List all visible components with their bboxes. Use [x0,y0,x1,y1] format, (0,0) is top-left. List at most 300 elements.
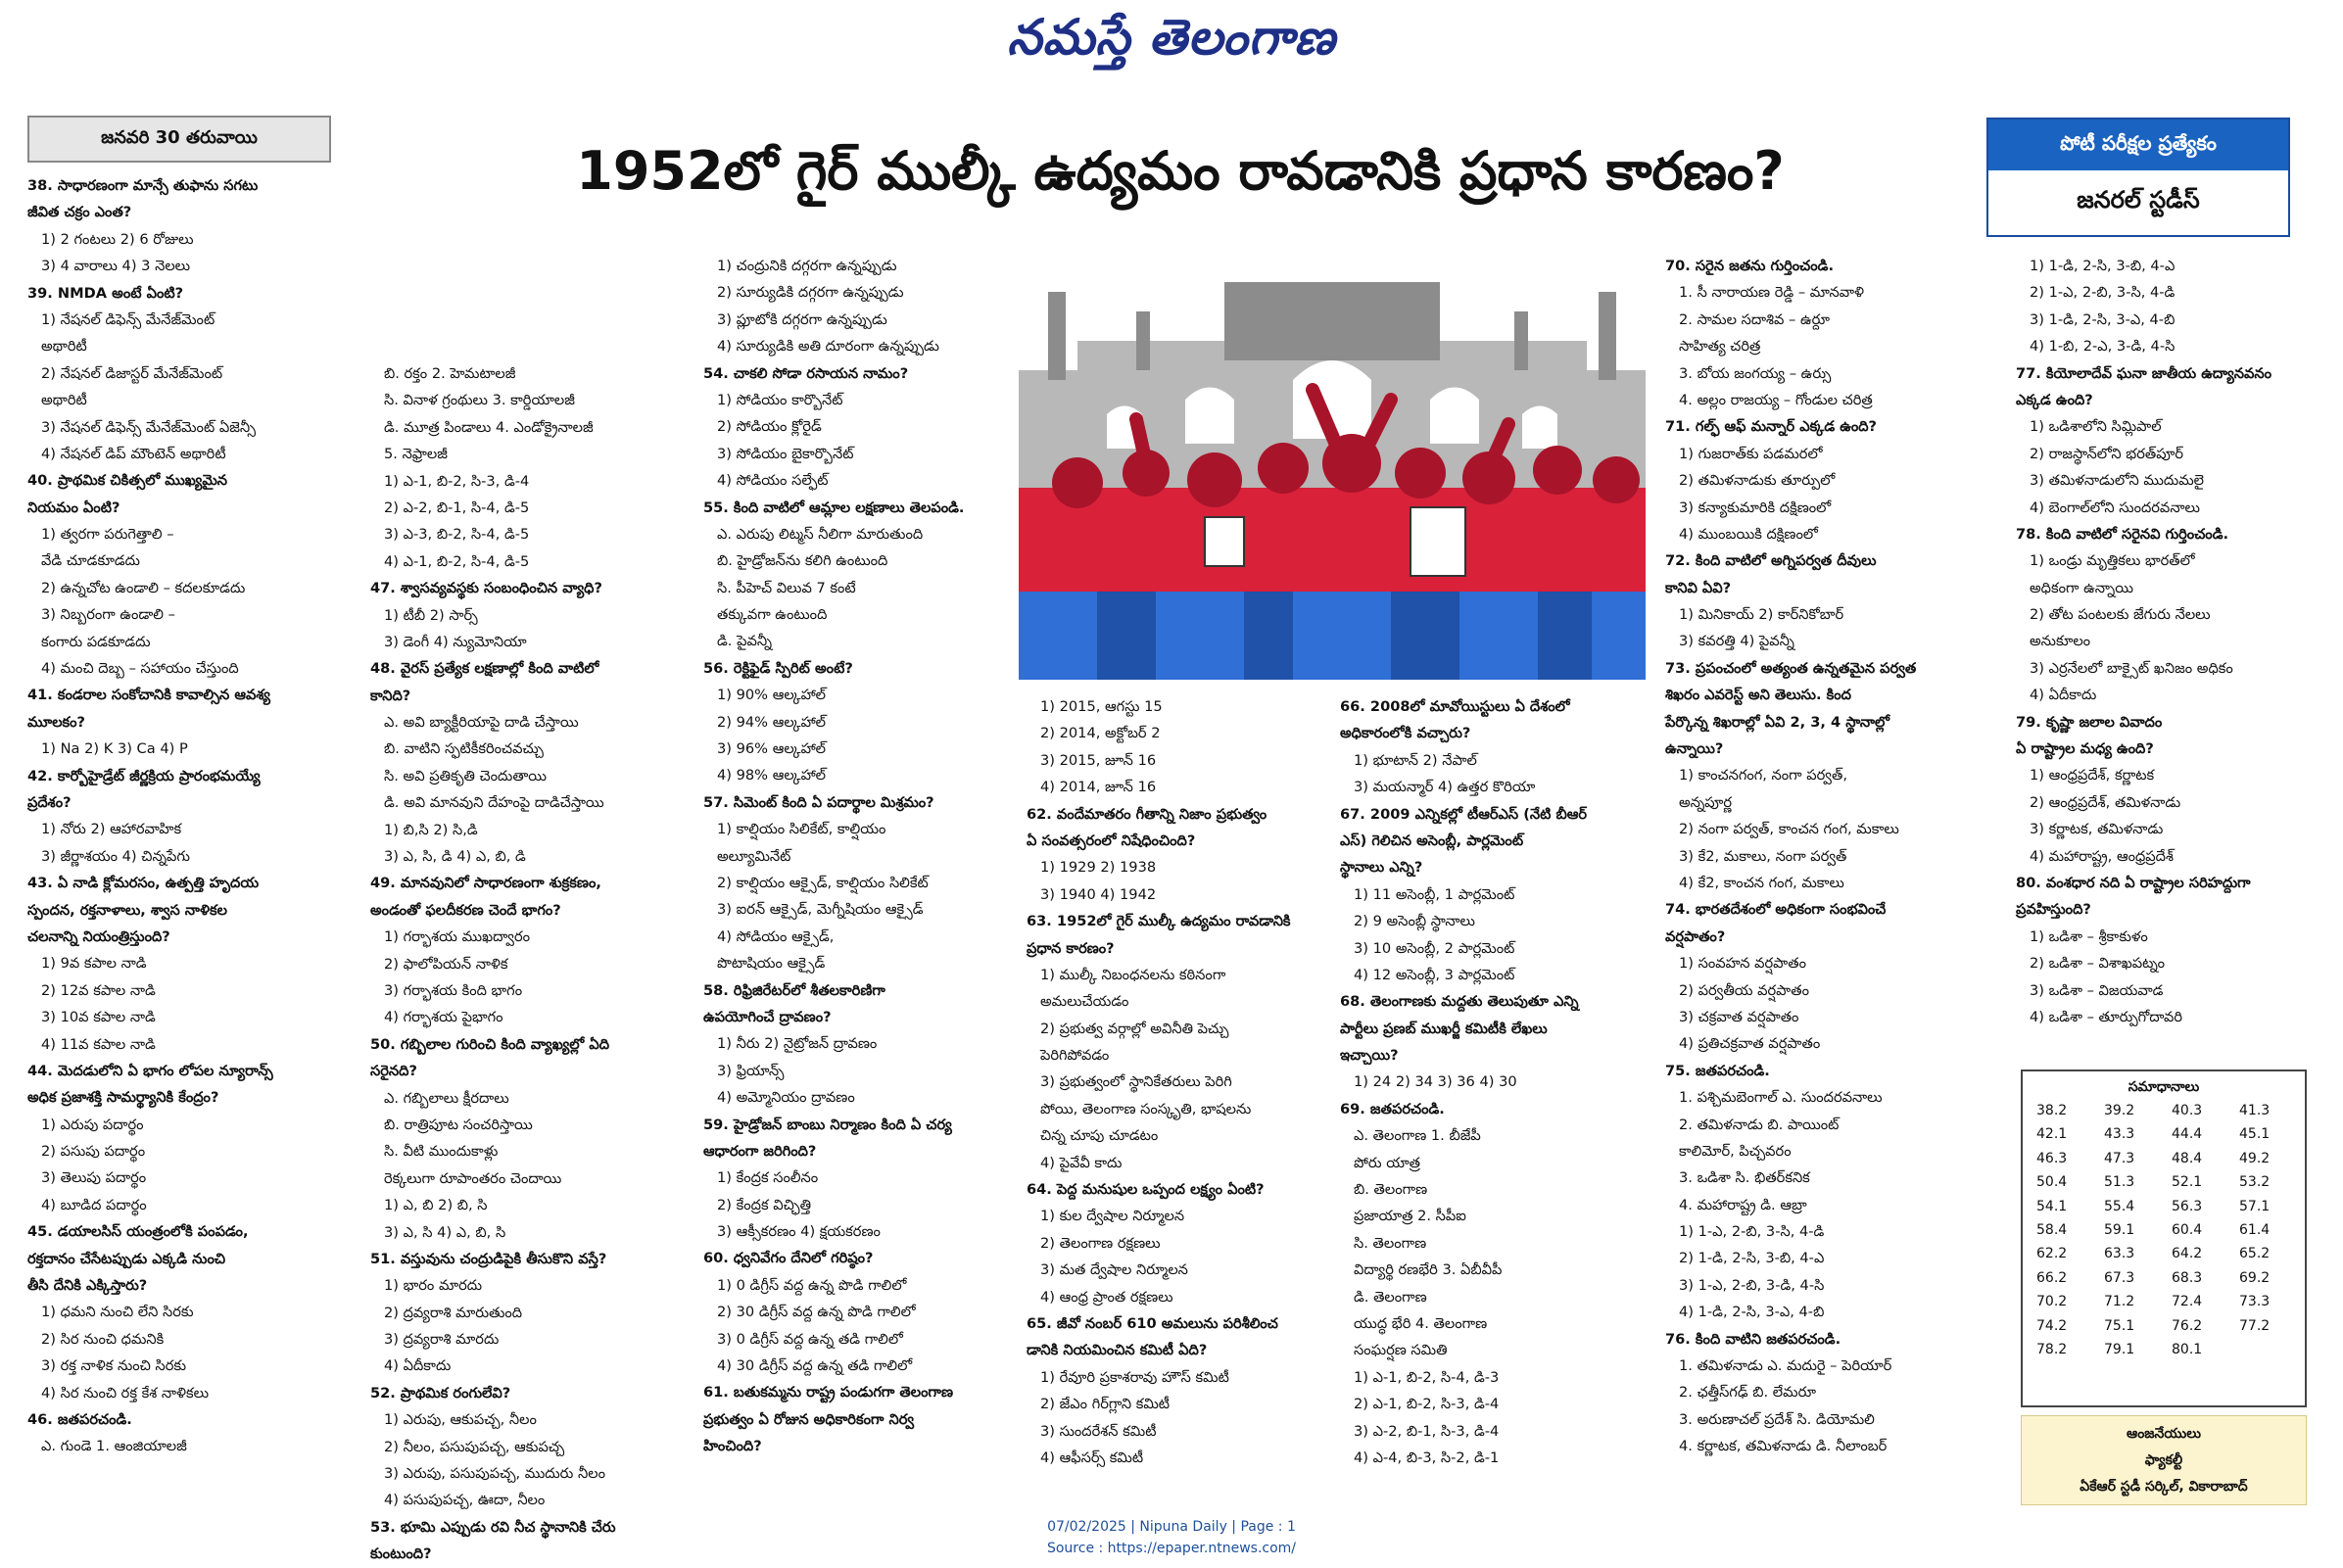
answer-cell: 53.2 [2239,1174,2271,1191]
option-line: 4) 12 అసెంబ్లీ, 3 పార్లమెంట్ [1354,966,1515,983]
option-line: 1) సోడియం కార్బొనేట్ [717,391,843,408]
option-line: 4) బెంగాల్‌లోని సుందరవనాలు [2030,499,2200,516]
question-line: 75. జతపరచండి. [1665,1062,1770,1079]
option-line: 2) 9 అసెంబ్లీ స్థానాలు [1354,913,1475,930]
option-line: 1) 1-డి, 2-సి, 3-బి, 4-ఎ [2030,258,2176,274]
option-line: 2) ఆంధ్రప్రదేశ్, తమిళనాడు [2030,793,2181,811]
option-line: 1) ముల్కీ నిబంధనలను కఠినంగా [1040,966,1226,983]
answer-cell: 50.4 [2036,1174,2068,1191]
question-line: 67. 2009 ఎన్నికల్లో టీఆర్ఎస్ (నేటి బీఆర్ [1340,805,1588,823]
question-line: 80. వంశధార నది ఏ రాష్ట్రాల సరిహద్దుగా [2016,874,2251,891]
option-line: 1. సీ నారాయణ రెడ్డి – మానవాళి [1679,284,1864,302]
option-line: 2) 1-డి, 2-సి, 3-బి, 4-ఎ [1679,1250,1825,1267]
option-line: సి. పీహెచ్ విలువ 7 కంటే [717,579,856,596]
option-line: 2) 2014, అక్టోబర్ 2 [1040,725,1161,742]
option-line: 4. అల్లం రాజయ్య – గోండుల చరిత్ర [1679,391,1873,408]
option-line: 2) ఒడిశా – విశాఖపట్నం [2030,955,2166,973]
option-line: 1) గుజరాత్‌కు పడమరలో [1679,445,1823,462]
option-line: 4) ఏదీకాదు [2030,687,2097,704]
question-line: వర్షపాతం? [1665,927,1726,945]
option-line: 2) ఫాలోపియన్ నాళిక [384,955,508,973]
option-line: బి. హైడ్రోజన్‌ను కలిగి ఉంటుంది [717,552,888,570]
option-line: 3) ఎర్రనేలలో బాక్సైట్ ఖనిజం అధికం [2030,659,2233,677]
option-line: 4) ప్రతిచక్రవాత వర్షపాతం [1679,1035,1821,1053]
masthead-title: నమస్తే తెలంగాణ [1007,8,1336,66]
column-3 [703,253,1017,1489]
option-line: ఎ. తెలంగాణ 1. బీజేపీ [1354,1127,1481,1145]
option-line: అమలుచేయడం [1040,993,1129,1011]
question-line: అండంతో ఫలదీకరణ చెందే భాగం? [370,901,561,919]
option-line: పొటాషియం ఆక్సైడ్ [717,955,826,973]
option-line: సి. తెలంగాణ [1354,1234,1427,1252]
question-line: స్థానాలు ఎన్ని? [1340,859,1423,877]
answer-cell: 65.2 [2239,1246,2271,1262]
page-headline: 1952లో గైర్ ముల్కీ ఉద్యమం రావడానికి ప్రధాన కారణం? [576,139,1785,202]
question-line: చలనాన్ని నియంత్రిస్తుంది? [27,927,170,945]
option-line: 1) నోరు 2) ఆహారవాహిక [41,821,182,838]
question-line: ఎక్కడ ఉంది? [2016,391,2093,408]
option-line: 4) సూర్యుడికి అతి దూరంగా ఉన్నప్పుడు [717,338,939,356]
option-line: 1) భూటాన్ 2) నేపాల్ [1354,751,1477,769]
option-line: సంఘర్షణ సమితి [1354,1342,1448,1359]
option-line: బి. వాటిని స్ఫటికీకరించవచ్చు [384,740,544,758]
answer-cell: 78.2 [2036,1342,2068,1358]
option-line: 1) 9వ కపాల నాడి [41,955,147,973]
option-line: 3) సుందరేశన్ కమిటీ [1040,1422,1157,1440]
option-line: 2) సూర్యుడికి దగ్గరగా ఉన్నప్పుడు [717,284,904,302]
column-6 [1665,253,1988,1489]
option-line: 1) 24 2) 34 3) 36 4) 30 [1354,1073,1517,1091]
option-line: 3) 2015, జూన్ 16 [1040,751,1157,769]
question-line: కానిది? [370,687,411,704]
answer-cell: 40.3 [2172,1103,2203,1118]
option-line: 3) ఆక్సీకరణం 4) క్షయకరణం [717,1223,881,1241]
option-line: 3) ఎ, సి 4) ఎ, బి, సి [384,1223,506,1241]
option-line: 2) ద్రవ్యరాశి మారుతుంది [384,1304,523,1321]
option-line: పోయి, తెలంగాణ సంస్కృతి, భాషలను [1040,1100,1252,1117]
option-line: 3) 10వ కపాల నాడి [41,1009,156,1026]
option-line: సి. వీటి ముందుకాళ్లు [384,1143,499,1161]
option-line: 3) 0 డిగ్రీస్ వద్ద ఉన్న తడి గాలిలో [717,1330,903,1348]
question-line: ఉపయోగించే ద్రావణం? [703,1008,832,1025]
answer-cell: 59.1 [2104,1222,2135,1239]
option-line: 2) తెలంగాణ రక్షణలు [1040,1234,1161,1252]
question-line: 65. జీవో నంబర్ 610 అమలును పరిశీలించ [1027,1314,1278,1332]
option-line: 3) డెంగీ 4) న్యుమోనియా [384,633,527,650]
option-line: 2. ఛత్తీస్‌గఢ్ బి. లేమరూ [1679,1384,1816,1402]
question-line: 61. బతుకమ్మను రాష్ట్ర పండుగగా తెలంగాణ [703,1384,954,1402]
option-line: 1) ఎ-1, బి-2, సి-4, డి-3 [1354,1368,1500,1386]
option-line: ప్రజాయాత్ర 2. సీపీఐ [1354,1208,1466,1225]
option-line: ఎ. గుండె 1. ఆంజియాలజీ [41,1438,187,1455]
question-line: డానికి నియమించిన కమిటీ ఏది? [1027,1342,1208,1359]
option-line: 1) కాంచనగంగ, నంగా పర్వత్, [1679,767,1847,784]
option-line: డి. అవి మానవుని దేహంపై దాడిచేస్తాయి [384,794,604,812]
option-line: 4) గర్భాశయ పైభాగం [384,1009,503,1026]
option-line: 2. తమిళనాడు బి. పాయింట్ [1679,1116,1840,1133]
answer-cell: 67.3 [2104,1269,2135,1286]
option-line: 4) మహారాష్ట్ర, ఆంధ్రప్రదేశ్ [2030,847,2175,865]
question-line: 49. మానవునిలో సాధారణంగా శుక్రకణం, [370,875,601,892]
question-line: 66. 2008లో మావోయిస్టులు ఏ దేశంలో [1340,698,1570,715]
answer-cell: 39.2 [2104,1103,2135,1118]
footer-line-2[interactable]: Source : https://epaper.ntnews.com/ [1046,1541,1297,1556]
option-line: 1) 1-ఎ, 2-బి, 3-సి, 4-డి [1679,1223,1825,1241]
option-line: 1) 90% ఆల్కహాల్ [717,687,826,704]
question-line: 46. జతపరచండి. [27,1410,132,1428]
option-line: 1) ఒడిశా – శ్రీకాకుళం [2030,927,2148,945]
option-line: 3) ఎరుపు, పసుపుపచ్చ, ముదురు నీలం [384,1465,605,1483]
option-line: 1) 0 డిగ్రీస్ వద్ద ఉన్న పొడి గాలిలో [717,1276,907,1294]
protest-photo [1019,262,1646,680]
option-line: 3) జీర్ణాశయం 4) చిన్నపేగు [41,847,190,865]
answer-cell: 69.2 [2239,1269,2271,1286]
option-line: 4) ఒడిశా – తూర్పుగోదావరి [2030,1008,2182,1025]
option-line: బి. తెలంగాణ [1354,1181,1428,1199]
question-line: స్పందన, రక్తనాళాలు, శ్వాస నాళికల [27,901,227,919]
option-line: 3) మయన్మార్ 4) ఉత్తర కొరియా [1354,779,1536,796]
option-line: 4) ముంబయికి దక్షిణంలో [1679,525,1818,543]
answer-cell: 43.3 [2104,1126,2135,1143]
question-line: 55. కింది వాటిలో ఆమ్లాల లక్షణాలు తెలపండి. [703,499,965,516]
option-line: 4) సిర నుంచి రక్త కేశ నాళికలు [41,1384,210,1402]
option-line: బి. రాత్రిపూట సంచరిస్తాయి [384,1116,533,1133]
option-line: 3) ఐరన్ ఆక్సైడ్, మెగ్నీషియం ఆక్సైడ్ [717,901,924,919]
question-line: 48. వైరస్ ప్రత్యేక లక్షణాల్లో కింది వాటిలో [370,660,599,678]
option-line: 2) తమిళనాడుకు తూర్పులో [1679,472,1836,490]
section-tag-left: జనవరి 30 తరువాయి [27,116,331,163]
question-line: 38. సాధారణంగా మాన్సే తుఫాను సగటు [27,177,259,194]
option-line: 2) నీలం, పసుపుపచ్చ, ఆకుపచ్చ [384,1438,565,1455]
option-line: 3) కన్యాకుమారికి దక్షిణంలో [1679,499,1832,516]
answer-cell: 55.4 [2104,1198,2135,1214]
answers-title: సమాధానాలు [2128,1079,2200,1095]
option-line: 1) ఒండ్రు మృత్తికలు భారత్‌లో [2030,552,2195,570]
question-line: 45. డయాలసిస్ యంత్రంలోకి పంపడం, [27,1223,249,1241]
option-line: 4) కే2, కాంచన గంగ, మకాలు [1679,874,1844,891]
answer-cell: 61.4 [2239,1222,2271,1239]
tag-right-bottom: జనరల్ స్టడీస్ [1988,170,2288,235]
option-line: 2) నేషనల్ డిజాస్టర్ మేనేజ్‌మెంట్ [41,364,223,382]
question-line: 77. కియోలాదేవ్ ఘనా జాతీయ ఉద్యానవనం [2016,364,2272,382]
question-line: ఇచ్చాయి? [1340,1047,1399,1065]
option-line: 2) ప్రభుత్వ వర్గాల్లో అవినీతి పెచ్చు [1040,1020,1229,1037]
option-line: 4) సోడియం సల్ఫేట్ [717,472,829,490]
option-line: 2) 12వ కపాల నాడి [41,981,156,999]
option-line: 2) ఉన్నచోట ఉండాలి – కదలకూడదు [41,579,246,596]
masthead [0,8,2343,84]
question-line: ఉన్నాయి? [1665,740,1724,758]
option-line: 4) ఆఫీసర్స్ కమిటీ [1040,1449,1144,1466]
answer-cell: 75.1 [2104,1317,2135,1334]
option-line: 1. పశ్చిమబెంగాల్ ఎ. సుందరవనాలు [1679,1089,1883,1107]
question-line: 47. శ్వాసవ్యవస్థకు సంబంధించిన వ్యాధి? [370,580,602,597]
option-line: సి. అవి ప్రతికృతి చెందుతాయి [384,767,548,784]
protest-photo-icon [1019,262,1646,680]
option-line: 2) నంగా పర్వత్, కాంచన గంగ, మకాలు [1679,821,1899,838]
question-line: 44. మెదడులోని ఏ భాగం లోపల న్యూరాన్స్ [27,1062,273,1079]
answer-cell: 58.4 [2036,1222,2068,1239]
option-line: 3) కర్ణాటక, తమిళనాడు [2030,821,2164,838]
option-line: 1) సంవహన వర్షపాతం [1679,955,1806,973]
footer-line-1: 07/02/2025 | Nipuna Daily | Page : 1 [1047,1519,1296,1535]
option-line: చిన్న చూపు చూడటం [1040,1127,1159,1145]
option-line: 4) 1-బి, 2-ఎ, 3-డి, 4-సి [2030,338,2176,356]
option-line: 4) ఎ-1, బి-2, సి-4, డి-5 [384,552,530,570]
option-line: 1) ఆంధ్రప్రదేశ్, కర్ణాటక [2030,767,2155,784]
option-line: 3. ఒడిశా సి. భితర్‌కనిక [1679,1169,1810,1187]
column-1 [27,172,341,1485]
option-line: 1) ధమని నుంచి లేని సిరకు [41,1304,194,1321]
option-line: 3) రక్త నాళిక నుంచి సిరకు [41,1357,187,1375]
option-line: 3) సోడియం బైకార్బొనేట్ [717,445,854,462]
question-line: నియమం ఏంటి? [27,499,120,516]
question-line: 71. గల్ఫ్ ఆఫ్ మన్నార్ ఎక్కడ ఉంది? [1665,418,1878,436]
question-line: 53. భూమి ఎప్పుడు రవి నీచ స్థానానికి చేరు [370,1518,616,1536]
option-line: 1) 2 గంటలు 2) 6 రోజులు [41,230,194,248]
question-line: 54. చాకలి సోడా రసాయన నామం? [703,364,909,382]
option-line: 4) ఏదీకాదు [384,1357,452,1375]
question-line: జీవిత చక్రం ఎంత? [27,204,132,221]
question-line: ఏ రాష్ట్రాల మధ్య ఉంది? [2016,740,2154,758]
answer-cell: 72.4 [2172,1294,2203,1310]
answer-cell: 57.1 [2239,1198,2271,1214]
option-line: 2) ఎ-2, బి-1, సి-4, డి-5 [384,499,530,516]
option-line: 2) తోట పంటలకు జేగురు నేలలు [2030,606,2211,624]
question-line: 58. రిఫ్రిజిరేటర్‌లో శీతలకారిణిగా [703,981,885,999]
column-7 [2016,253,2329,1056]
question-line: అధికారంలోకి వచ్చారు? [1340,725,1471,742]
option-line: 2) రాజస్థాన్‌లోని భరత్‌పూర్ [2030,445,2183,462]
option-line: 4) 98% ఆల్కహాల్ [717,767,826,784]
option-line: 3) చక్రవాత వర్షపాతం [1679,1008,1799,1025]
option-line: పోరు యాత్ర [1354,1154,1421,1171]
option-line: 3) ప్రభుత్వంలో స్థానికేతరులు పెరిగి [1040,1073,1232,1091]
section-tag-right [1986,118,2290,237]
option-line: 1) నేషనల్ డిఫెన్స్ మేనేజ్‌మెంట్ [41,310,215,328]
answer-cell: 77.2 [2239,1317,2271,1334]
option-line: 4) పైవేవీ కాదు [1040,1154,1123,1171]
answer-cell: 71.2 [2104,1294,2135,1310]
option-line: 4) పసుపుపచ్చ, ఊదా, నీలం [384,1492,546,1509]
option-line: సాహిత్య చరిత్ర [1679,338,1761,356]
option-line: 2) ఎ-1, బి-2, సి-3, డి-4 [1354,1396,1500,1413]
option-line: కంగారు పడకూడదు [41,633,151,650]
answer-cell: 44.4 [2172,1126,2203,1143]
option-line: 2) పర్వతీయ వర్షపాతం [1679,981,1809,999]
column-5 [1340,693,1663,1487]
option-line: 2) 94% ఆల్కహాల్ [717,713,826,731]
option-line: 3) ఎ, సి, డి 4) ఎ, బి, డి [384,848,526,866]
option-line: 3) కే2, మకాలు, నంగా పర్వత్ [1679,847,1847,865]
option-line: 3) గర్భాశయ కింది భాగం [384,981,523,999]
answer-cell: 63.3 [2104,1246,2135,1262]
option-line: 3) 1940 4) 1942 [1040,885,1157,903]
option-line: 1) త్వరగా పరుగెత్తాలి – [41,526,174,544]
option-line: 3) ఎ-2, బి-1, సి-3, డి-4 [1354,1422,1500,1440]
option-line: 1) చంద్రునికి దగ్గరగా ఉన్నప్పుడు [717,258,897,274]
question-line: 42. కార్బోహైడ్రేట్ జీర్ణక్రియ ప్రారంభమయ్యే [27,767,261,784]
question-line: రక్తదానం చేసేటప్పుడు ఎక్కడి నుంచి [27,1250,226,1267]
option-line: 4) ఆంధ్ర ప్రాంత రక్షణలు [1040,1288,1173,1306]
option-line: 3) తమిళనాడులోని ముదుమలై [2030,472,2205,490]
question-line: 40. ప్రాథమిక చికిత్సలో ముఖ్యమైన [27,472,228,490]
option-line: 2) సిర నుంచి ధమనికి [41,1330,165,1348]
answer-cell: 38.2 [2036,1103,2068,1118]
question-line: 41. కండరాల సంకోచానికి కావాల్సిన ఆవశ్య [27,687,270,704]
option-line: 5. నెఫ్రాలజీ [384,446,448,463]
option-line: 1) మినికాయ్ 2) కార్‌నికోబార్ [1679,606,1844,624]
answer-cell: 42.1 [2036,1126,2068,1143]
question-line: కుంటుంది? [370,1545,432,1563]
option-line: 3) ప్లూటోకి దగ్గరగా ఉన్నప్పుడు [717,310,887,328]
footer [0,1516,2343,1559]
question-line: శిఖరం ఎవరెస్ట్ అని తెలుసు. కింద [1665,687,1851,704]
question-line: ప్రవహిస్తుంది? [2016,901,2091,919]
option-line: 1. తమిళనాడు ఎ. మదురై – పెరియార్ [1679,1357,1892,1375]
answer-cell: 64.2 [2172,1246,2203,1262]
option-line: 3) 1-డి, 2-సి, 3-ఎ, 4-బి [2030,310,2176,328]
question-line: ప్రదేశం? [27,793,72,811]
option-line: 3) ఒడిశా – విజయవాడ [2030,981,2164,999]
option-line: 3. బోయ జంగయ్య – ఉర్సు [1679,364,1832,382]
question-line: 68. తెలంగాణకు మద్దతు తెలుపుతూ ఎన్ని [1340,993,1579,1011]
option-line: 3) 10 అసెంబ్లీ, 2 పార్లమెంట్ [1354,939,1515,957]
question-line: మూలకం? [27,713,86,731]
answer-cell: 60.4 [2172,1222,2203,1239]
option-line: 3. అరుణాచల్ ప్రదేశ్ సి. డియోమలి [1679,1410,1875,1428]
option-line: 4) బూడిద పదార్థం [41,1196,147,1213]
option-line: 1) 1929 2) 1938 [1040,859,1157,877]
option-line: 1) గర్భాశయ ముఖద్వారం [384,928,531,946]
option-line: బి. రక్తం 2. హెమటాలజీ [384,365,516,382]
author-box [2021,1415,2307,1505]
question-line: 59. హైడ్రోజన్ బాంబు నిర్మాణం కింది ఏ చర్య [703,1116,952,1133]
option-line: 3) 96% ఆల్కహాల్ [717,740,826,758]
answers-grid [2029,1099,2299,1361]
option-line: 2) కేంద్రక విచ్ఛిత్తి [717,1196,812,1213]
option-line: 2) పసుపు పదార్థం [41,1143,146,1161]
question-line: 79. కృష్ణా జలాల వివాదం [2016,713,2163,731]
option-line: 4) మంచి దెబ్బ – సహాయం చేస్తుంది [41,660,239,678]
option-line: 4) 2014, జూన్ 16 [1040,779,1157,796]
question-line: ఆధారంగా జరిగింది? [703,1142,817,1160]
question-line: 74. భారతదేశంలో అధికంగా సంభవించే [1665,901,1887,919]
option-line: 1) కుల ద్వేషాల నిర్మూలన [1040,1208,1185,1225]
question-line: 62. వందేమాతరం గీతాన్ని నిజాం ప్రభుత్వం [1027,805,1267,823]
answer-cell: 49.2 [2239,1150,2271,1166]
question-line: తీసి దేనికి ఎక్కిస్తారు? [27,1277,148,1295]
answer-cell: 56.3 [2172,1198,2203,1214]
column-2 [370,360,684,1563]
answer-cell: 52.1 [2172,1174,2203,1191]
question-line: 72. కింది వాటిలో అగ్నిపర్వత దీవులు [1665,552,1877,570]
option-line: 3) 4 వారాలు 4) 3 నెలలు [41,258,191,275]
option-line: 1) ఒడిశాలోని సిమ్లిపాల్ [2030,418,2162,436]
option-line: 1) కేంద్రక సంలీనం [717,1169,819,1187]
option-line: 4) అమ్మోనియం ద్రావణం [717,1089,855,1107]
answer-cell: 79.1 [2104,1342,2135,1358]
answer-cell: 54.1 [2036,1198,2068,1214]
question-line: 73. ప్రపంచంలో అత్యంత ఉన్నతమైన పర్వత [1665,659,1917,677]
option-line: రెక్కలుగా రూపాంతరం చెందాయి [384,1169,562,1187]
option-line: ఎ. ఎరుపు లిట్మస్ నీలిగా మారుతుంది [717,525,924,543]
question-line: అధిక ప్రజాశక్తి సామర్థ్యానికి కేంద్రం? [27,1089,219,1107]
question-line: 78. కింది వాటిలో సరైనవి గుర్తించండి. [2016,525,2229,543]
question-line: 60. ధ్వనివేగం దేనిలో గరిష్ఠం? [703,1250,874,1267]
option-line: సి. వినాళ గ్రంథులు 3. కార్డియాలజీ [384,392,575,409]
question-line: 64. పెద్ద మనుషుల ఒప్పంద లక్ష్యం ఏంటి? [1027,1181,1265,1199]
question-line: 69. జతపరచండి. [1340,1100,1445,1117]
option-line: డి. మూత్ర పిండాలు 4. ఎండోక్రైనాలజీ [384,418,594,436]
option-line: 1) Na 2) K 3) Ca 4) P [41,740,188,758]
question-line: 76. కింది వాటిని జతపరచండి. [1665,1330,1841,1348]
question-line: 56. రెక్టిఫైడ్ స్పిరిట్ అంటే? [703,659,853,677]
answer-cell: 80.1 [2172,1342,2203,1358]
answer-cell: 41.3 [2239,1103,2271,1118]
option-line: 2) 1-ఎ, 2-బి, 3-సి, 4-డి [2030,284,2176,302]
question-line: 57. సిమెంట్ కింది ఏ పదార్థాల మిశ్రమం? [703,793,934,811]
answer-cell: 51.3 [2104,1174,2135,1191]
option-line: అన్నపూర్ణ [1679,793,1733,811]
option-line: 3) 1-ఎ, 2-బి, 3-డి, 4-సి [1679,1276,1825,1294]
question-line: 70. సరైన జతను గుర్తించండి. [1665,258,1834,274]
question-line: 43. ఏ నాడి క్లోమరసం, ఉత్పత్తి హృదయ [27,875,260,892]
author-org: ఏకేఆర్ స్టడీ సర్కిల్, వికారాబాద్ [2080,1478,2248,1495]
answer-cell: 76.2 [2172,1317,2203,1334]
option-line: 3) ద్రవ్యరాశి మారదు [384,1331,500,1349]
column-4 [1027,693,1350,1487]
question-line: పేర్కొన్న శిఖరాల్లో ఏవి 2, 3, 4 స్థానాల్లో [1665,713,1890,731]
option-line: 1) 2015, ఆగస్టు 15 [1040,698,1163,715]
question-line: పార్టీలు ప్రణబ్ ముఖర్జీ కమిటీకి లేఖలు [1340,1020,1548,1037]
question-line: ఎస్) గెలిచిన అసెంబ్లీ, పార్లమెంట్ [1340,832,1524,849]
answer-cell: 62.2 [2036,1246,2068,1262]
option-line: 4) నేషనల్ డిప్ మౌంటెన్ అథారిటీ [41,445,226,462]
question-line: సరైనది? [370,1063,417,1080]
option-line: 2) జేఎం గిర్‌గ్లాని కమిటీ [1040,1396,1171,1413]
question-line: ప్రధాన కారణం? [1027,939,1115,957]
option-line: 4) సోడియం ఆక్సైడ్, [717,927,835,945]
option-line: అథారిటీ [41,392,87,409]
option-line: 1) టీబీ 2) సార్స్ [384,606,478,624]
option-line: 1) ఎరుపు, ఆకుపచ్చ, నీలం [384,1411,537,1429]
question-line: ప్రభుత్వం ఏ రోజున అధికారికంగా నిర్వ [703,1410,915,1428]
answer-cell: 48.4 [2172,1150,2203,1166]
option-line: కాలిమోర్, పిచ్చవరం [1679,1142,1792,1160]
option-line: 4) ఎ-4, బి-3, సి-2, డి-1 [1354,1449,1500,1466]
option-line: 1) రేవూరి ప్రకాశరావు హౌస్ కమిటీ [1040,1368,1229,1386]
option-line: 1) ఎ-1, బి-2, సి-3, డి-4 [384,472,530,490]
option-line: అథారిటీ [41,338,87,356]
option-line: వేడి చూడకూడదు [41,552,140,570]
option-line: 3) ఎ-3, బి-2, సి-4, డి-5 [384,526,530,544]
option-line: తక్కువగా ఉంటుంది [717,606,828,624]
option-line: 1) 11 అసెంబ్లీ, 1 పార్లమెంట్ [1354,885,1515,903]
option-line: 2) సోడియం క్లోరైడ్ [717,418,822,436]
option-line: 1) ఎరుపు పదార్థం [41,1116,144,1133]
option-line: 1) భారం మారదు [384,1277,483,1295]
author-name: ఆంజనేయులు [2127,1425,2201,1442]
option-line: ఎ. గబ్బిలాలు క్షీరదాలు [384,1089,509,1107]
option-line: 3) మత ద్వేషాల నిర్మూలన [1040,1261,1188,1279]
option-line: 1) కాల్షియం సిలికేట్, కాల్షియం [717,821,886,838]
option-line: విద్యార్థి రణభేరి 3. ఏబీవీపీ [1354,1261,1503,1279]
answer-cell: 70.2 [2036,1294,2068,1310]
question-line: 51. వస్తువును చంద్రుడిపైకి తీసుకొని వస్తే? [370,1250,607,1267]
question-line: 63. 1952లో గైర్ ముల్కీ ఉద్యమం రావడానికి [1027,913,1291,930]
option-line: పెరిగిపోవడం [1040,1047,1110,1065]
